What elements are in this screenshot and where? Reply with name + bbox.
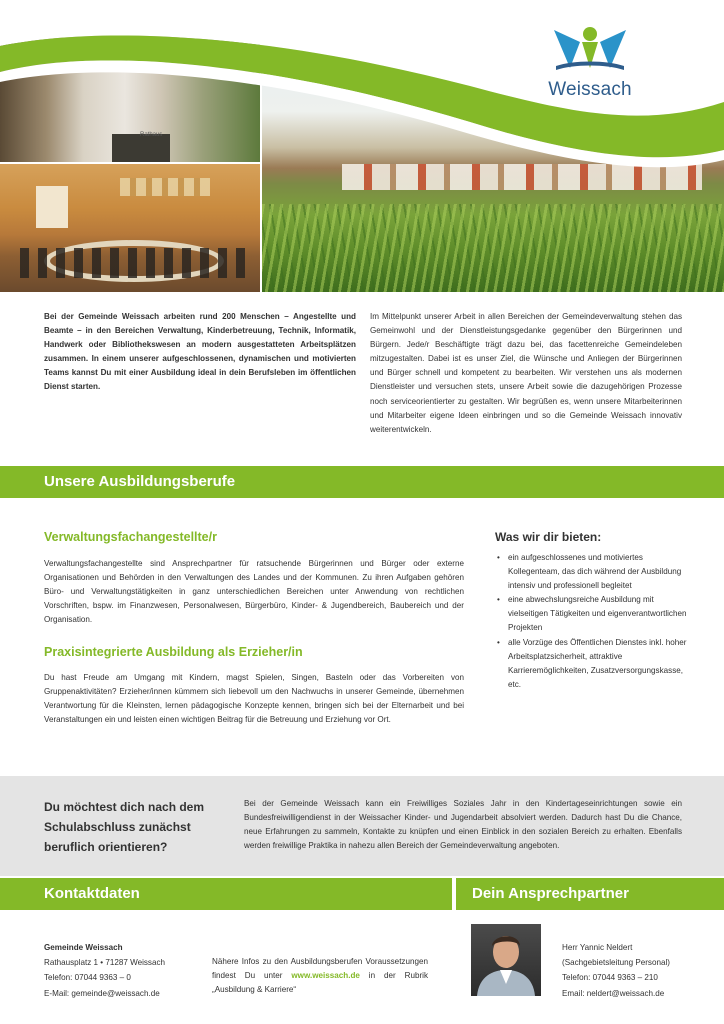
person-band <box>456 878 724 910</box>
intro-left: Bei der Gemeinde Weissach arbeiten rund 200 Menschen – Angestellte und Beamte – in den Bereichen Verwaltung, Kinderbetreuung, Technik, Informatik, Handwerk oder Bibliothekswesen an modern ausgestatteten Arbeitsplätzen zusammen. In einem unserer aufgeschlossenen, dynamischen und motivierten Teams kannst Du mit einer Ausbildung ideal in dein Berufsleben im öffentlichen Dienst starten. <box>44 312 356 392</box>
website-link[interactable]: www.weissach.de <box>291 971 360 981</box>
person-photo <box>471 924 541 996</box>
orientation-question: Du möchtest dich nach dem Schulabschluss zunächst beruflich orientieren? <box>44 800 205 854</box>
rathaus-sign: Rathaus <box>140 132 163 138</box>
contact-phone[interactable]: Telefon: 07044 9363 – 0 <box>44 973 131 983</box>
grass-foreground <box>262 204 724 292</box>
contact-org: Gemeinde Weissach <box>44 943 123 952</box>
offer-item: • ein aufgeschlossenes und motiviertes Kollegenteam, das dich während der Ausbildung intensiv und professionell begleitet <box>495 551 687 593</box>
section-band <box>0 466 724 498</box>
section-title: Unsere Ausbildungsberufe <box>44 473 236 490</box>
hall-lights <box>120 178 210 196</box>
job-title-2: Praxisintegrierte Ausbildung als Erzieher/in <box>44 645 303 659</box>
logo-mark-icon <box>548 24 632 74</box>
job-text-1: Verwaltungsfachangestellte sind Ansprechpartner für ratsuchende Bürgerinnen und Bürger oder externe Organisationen und Behörden in den Verwaltungen des Landes und der Kommunen. Zu ihren Aufgaben gehören Büro- und Verwaltungstätigkeiten in ganz unterschiedlichen Bereichen unter Anwendung von rechtlichen Vorschriften, bspw. im Finanzwesen, Personalwesen, Bürgerbüro, Kinder- & Jugendbereich, Baubereich und der Organisation. <box>44 559 464 625</box>
offer-list <box>495 551 687 692</box>
job-text-2: Du hast Freude am Umgang mit Kindern, magst Spielen, Singen, Basteln oder das Vorbereiten von Gruppenaktivitäten? Erzieher/innen kümmern sich liebevoll um den Nachwuchs in unserer Gemeinde, übernehmen Verantwortung für die Kleinsten, lernen pädagogische Konzepte kennen, bringen sich bei der Elternarbeit und bei Veranstaltungen ein und leisten einen wichtigen Beitrag für die Betreuung und Erziehung vor Ort. <box>44 673 464 725</box>
contact-info-post: in der Rubrik „Ausbildung & Karriere“ <box>212 971 428 995</box>
person-portrait-icon <box>471 924 541 996</box>
person-email[interactable]: Email: neldert@weissach.de <box>562 988 665 998</box>
contact-info-pre: Nähere Infos zu den Ausbildungsberufen Voraussetzungen findest Du unter <box>212 957 428 981</box>
offer-item: • alle Vorzüge des Öffentlichen Dienstes inkl. hoher Arbeitsplatzsicherheit, attraktive Karrieremöglichkeiten, Zusatzversorgungskasse, etc. <box>495 636 687 692</box>
council-hall-photo <box>0 164 260 292</box>
person-phone[interactable]: Telefon: 07044 9363 – 210 <box>562 973 658 983</box>
person-block <box>562 940 712 1001</box>
weissach-logo[interactable] <box>548 24 632 100</box>
contact-band <box>0 878 452 910</box>
person-role: (Sachgebietsleitung Personal) <box>562 958 670 968</box>
offer-item: • eine abwechslungsreiche Ausbildung mit vielseitigen Tätigkeiten und eigenverantwortlichen Projekten <box>495 593 687 635</box>
hall-chairs <box>20 248 250 278</box>
contact-email[interactable]: E-Mail: gemeinde@weissach.de <box>44 988 160 998</box>
contact-address: Rathausplatz 1 • 71287 Weissach <box>44 958 166 968</box>
orientation-text: Bei der Gemeinde Weissach kann ein Freiwilliges Soziales Jahr in den Kindertageseinrichtungen sowie ein Bundesfreiwilligendienst in der Weissacher Kinder- und Jugendarbeit absolviert werden. Dadurch hast Du die Chance, neue Erfahrungen zu sammeln, Kontakte zu knüpfen und einen Einblick in den sozialen Bereich zu erhalten. Ebenfalls werden freiwillige Praktika in nahezu allen Bereich der Gemeindeverwaltung angeboten. <box>244 799 682 851</box>
hall-screen <box>36 186 68 228</box>
offer-title: Was wir dir bieten: <box>495 530 602 544</box>
contact-info <box>212 955 428 997</box>
job-title-1: Verwaltungsfachangestellte/r <box>44 530 217 544</box>
contact-title: Kontaktdaten <box>44 885 140 902</box>
person-name: Herr Yannic Neldert <box>562 943 633 952</box>
intro-right: Im Mittelpunkt unserer Arbeit in allen Bereichen der Gemeindeverwaltung stehen das Gemeinwohl und der Dienstleistungsgedanke gegenüber den Bürgerinnen und Bürgern. Jede/r Beschäftigte trägt dazu bei, das facettenreiche Gemeindeleben mitzugestalten. Dabei ist es unser Ziel, die Wünsche und Anliegen der Bürgerinnen und Bürger schnell und kompetent zu bearbeiten. Wir verstehen uns als modernen Dienstleister und versuchen stets, unsere Arbeit sowie die dazugehörigen Prozesse noch serviceorientierter zu gestalten. Wir begrüßen es, wenn unsere Mitarbeiterinnen und Mitarbeiter eigene Ideen einbringen und so die Gemeinde Weissach innovativ weiterentwickeln. <box>370 312 682 434</box>
person-title: Dein Ansprechpartner <box>472 885 629 902</box>
contact-block <box>44 940 214 1001</box>
logo-text: Weissach <box>548 79 632 100</box>
